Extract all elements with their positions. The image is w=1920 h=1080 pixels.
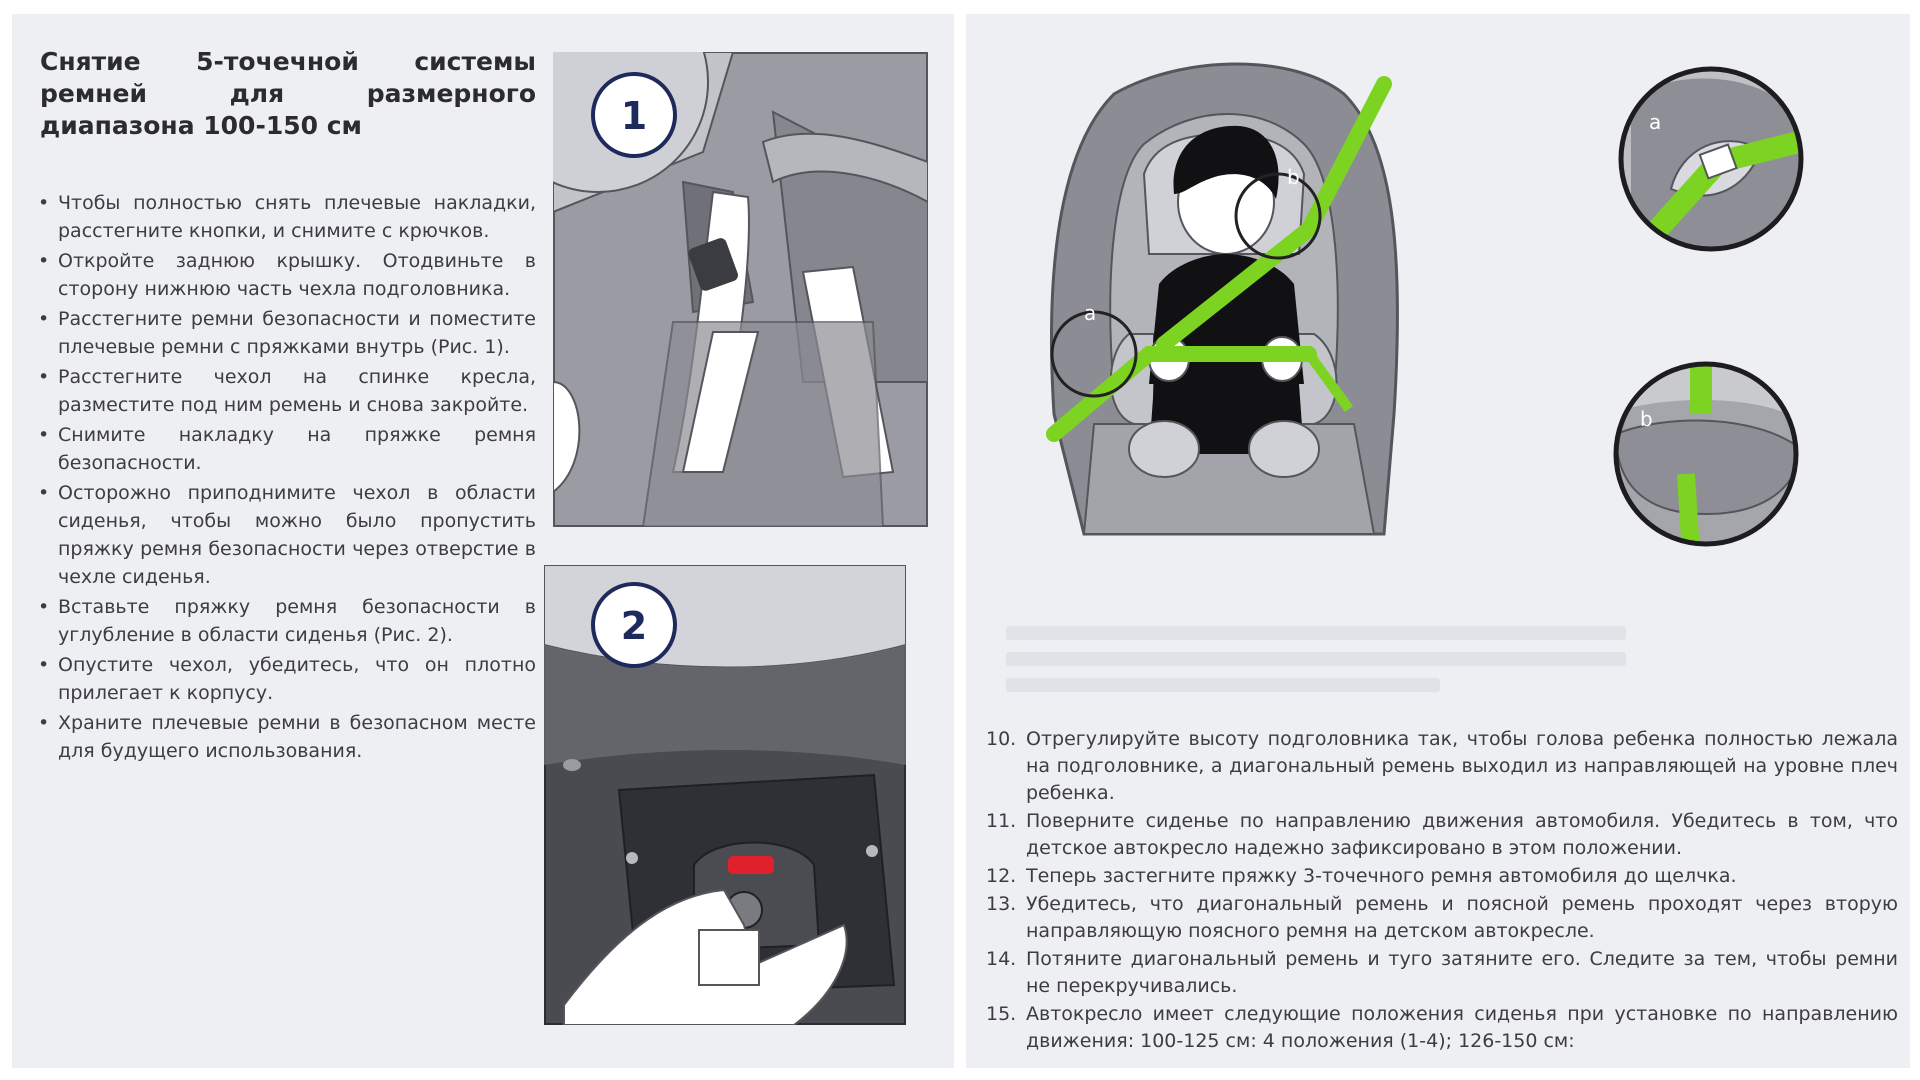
detail-a-illustration [1611,59,1811,259]
figure-2 [544,565,906,1025]
step-number: 11. [986,810,1017,832]
figure-1-label: 1 [620,94,648,138]
detail-b-label: b [1640,407,1653,431]
step-number: 12. [986,865,1017,887]
figure-2-label: 2 [620,604,648,648]
list-item: • Расстегните чехол на спинке кресла, разместите под ним ремень и снова закройте. [34,363,536,419]
left-page [12,14,954,1068]
step-number: 13. [986,893,1017,915]
step-text: Отрегулируйте высоту подголовника так, чтобы голова ребенка полностью лежала на подголовнике, а диагональный ремень выходил из направляющей на уровне плеч ребенка. [1026,728,1898,804]
instruction-list [34,189,536,767]
list-item [986,891,1898,945]
step-text: Автокресло имеет следующие положения сиденья при установке по направлению движения: 100-125 см: 4 положения (1-4); 126-150 см: [1026,1003,1898,1052]
detail-b-illustration [1606,354,1806,554]
list-item [986,946,1898,1000]
steps-list [986,726,1898,1056]
list-item: • Осторожно приподнимите чехол в области сиденья, чтобы можно было пропустить пряжку ремня безопасности через отверстие в чехле сиденья. [34,479,536,591]
list-item [986,808,1898,862]
step-number: 15. [986,1003,1017,1025]
child-seat-illustration [1044,54,1424,554]
figure-1 [553,52,928,527]
callout-a-label: a [1084,301,1097,325]
list-item: • Чтобы полностью снять плечевые накладки, расстегните кнопки, и снимите с крючков. [34,189,536,245]
right-page [966,14,1910,1068]
callout-b-label: b [1287,165,1300,189]
step-number: 10. [986,728,1017,750]
step-text: Потяните диагональный ремень и туго затяните его. Следите за тем, чтобы ремни не перекручивались. [1026,948,1898,997]
list-item [986,863,1898,890]
list-item: • Откройте заднюю крышку. Отодвиньте в сторону нижнюю часть чехла подголовника. [34,247,536,303]
list-item: • Вставьте пряжку ремня безопасности в углубление в области сиденья (Рис. 2). [34,593,536,649]
step-text: Убедитесь, что диагональный ремень и поясной ремень проходят через вторую направляющую поясного ремня на детском автокресле. [1026,893,1898,942]
list-item [986,726,1898,807]
detail-a-label: a [1649,110,1662,134]
list-item: • Храните плечевые ремни в безопасном месте для будущего использования. [34,709,536,765]
step-text: Поверните сиденье по направлению движения автомобиля. Убедитесь в том, что детское автокресло надежно зафиксировано в этом положении. [1026,810,1898,859]
faded-show-through-text [1006,626,1626,696]
list-item: • Расстегните ремни безопасности и поместите плечевые ремни с пряжками внутрь (Рис. 1). [34,305,536,361]
step-number: 14. [986,948,1017,970]
section-title: Снятие 5-точечной системы ремней для размерного диапазона 100-150 см [40,47,536,140]
list-item: • Опустите чехол, убедитесь, что он плотно прилегает к корпусу. [34,651,536,707]
list-item: • Снимите накладку на пряжке ремня безопасности. [34,421,536,477]
step-text: Теперь застегните пряжку 3-точечного ремня автомобиля до щелчка. [1026,865,1737,887]
list-item [986,1001,1898,1055]
